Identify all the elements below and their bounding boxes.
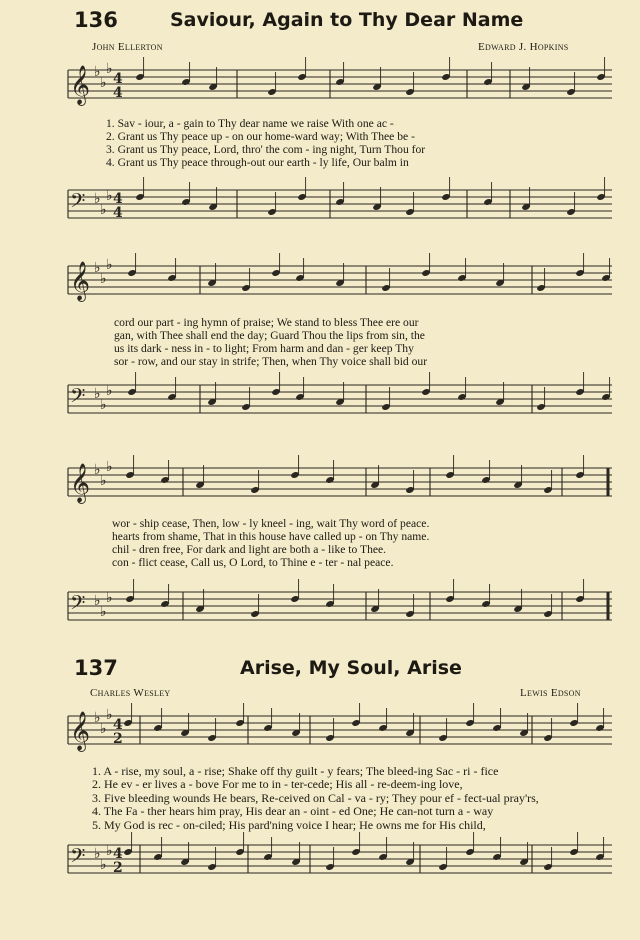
lyrics-system-1	[106, 117, 425, 169]
bass-clef: 𝄢	[70, 384, 86, 412]
flat-sign: ♭	[106, 61, 113, 77]
lyric-line: 4. The Fa - ther hears him pray, His dear an - oint - ed One; He can-not turn a - way	[92, 804, 494, 819]
hymn-number: 137	[74, 656, 118, 680]
lyric-line: us its dark - ness in - to light; From harm and dan - ger keep Thy	[114, 342, 414, 355]
time-signature: 4	[113, 71, 123, 87]
lyric-line: con - flict cease, Call us, O Lord, to Thine e - ter - nal peace.	[112, 556, 394, 569]
flat-sign: ♭	[94, 191, 101, 207]
flat-sign: ♭	[100, 202, 107, 218]
flat-sign: ♭	[100, 604, 107, 620]
treble-clef: 𝄞	[70, 65, 91, 105]
lyric-line: 1. Sav - iour, a - gain to Thy dear name we raise With one ac -	[106, 117, 394, 130]
treble-clef: 𝄞	[70, 261, 91, 301]
flat-sign: ♭	[94, 462, 101, 478]
flat-sign: ♭	[100, 473, 107, 489]
lyric-line: sor - row, and our stay in strife; Then, when Thy voice shall bid our	[114, 355, 428, 368]
flat-sign: ♭	[106, 257, 113, 273]
lyrics-system-3	[112, 517, 429, 569]
bass-clef: 𝄢	[70, 844, 86, 872]
flat-sign: ♭	[100, 721, 107, 737]
lyric-line: 3. Grant us Thy peace, Lord, thro' the com - ing night, Turn Thou for	[106, 143, 426, 156]
flat-sign: ♭	[94, 64, 101, 80]
lyric-line: 2. Grant us Thy peace up - on our home-ward way; With Thee be -	[106, 130, 415, 143]
flat-sign: ♭	[94, 593, 101, 609]
time-signature: 4	[113, 846, 123, 862]
bass-clef: 𝄢	[70, 189, 86, 217]
lyric-line: gan, with Thee shall end the day; Guard Thou the lips from sin, the	[114, 329, 425, 342]
lyric-line: cord our part - ing hymn of praise; We stand to bless Thee ere our	[114, 316, 419, 329]
flat-sign: ♭	[94, 846, 101, 862]
hymn-author: Charles Wesley	[90, 687, 171, 699]
time-signature: 4	[113, 205, 123, 221]
flat-sign: ♭	[106, 188, 113, 204]
time-signature: 4	[113, 191, 123, 207]
treble-clef: 𝄞	[70, 711, 91, 751]
hymn-title: Saviour, Again to Thy Dear Name	[170, 9, 524, 31]
flat-sign: ♭	[100, 271, 107, 287]
flat-sign: ♭	[100, 75, 107, 91]
flat-sign: ♭	[106, 707, 113, 723]
flat-sign: ♭	[106, 590, 113, 606]
lyrics-system-4	[92, 765, 539, 832]
flat-sign: ♭	[100, 857, 107, 873]
flat-sign: ♭	[94, 260, 101, 276]
lyrics-system-2	[114, 316, 427, 368]
hymn-number: 136	[74, 8, 118, 32]
lyric-line: 5. My God is rec - on-ciled; His pard'ning voice I hear; He owns me for His child,	[92, 817, 486, 832]
bass-clef: 𝄢	[70, 591, 86, 619]
lyric-line: 2. He ev - er lives a - bove For me to in - ter-cede; His all - re-deem-ing love,	[92, 777, 463, 792]
lyric-line: 4. Grant us Thy peace through-out our earth - ly life, Our balm in	[106, 156, 409, 169]
flat-sign: ♭	[94, 386, 101, 402]
lyric-line: 1. A - rise, my soul, a - rise; Shake off thy guilt - y fears; The bleed-ing Sac - ri - fice	[92, 764, 499, 778]
flat-sign: ♭	[94, 710, 101, 726]
lyric-line: hearts from shame, That in this house have called up - on Thy name.	[112, 530, 430, 543]
hymn-author: John Ellerton	[92, 41, 163, 53]
hymn-composer: Lewis Edson	[520, 687, 581, 699]
flat-sign: ♭	[106, 459, 113, 475]
time-signature: 2	[113, 731, 123, 747]
hymn-composer: Edward J. Hopkins	[478, 41, 569, 53]
flat-sign: ♭	[106, 383, 113, 399]
time-signature: 4	[113, 717, 123, 733]
flat-sign: ♭	[106, 843, 113, 859]
hymn-title: Arise, My Soul, Arise	[240, 657, 462, 679]
time-signature: 2	[113, 860, 123, 876]
time-signature: 4	[113, 85, 123, 101]
treble-clef: 𝄞	[70, 463, 91, 503]
flat-sign: ♭	[100, 397, 107, 413]
lyric-line: 3. Five bleeding wounds He bears, Re-ceived on Cal - va - ry; They pour ef - fect-ual pray'rs,	[92, 790, 539, 805]
lyric-line: wor - ship cease, Then, low - ly kneel - ing, wait Thy word of peace.	[112, 517, 430, 530]
lyric-line: chil - dren free, For dark and light are both a - like to Thee.	[112, 543, 387, 556]
